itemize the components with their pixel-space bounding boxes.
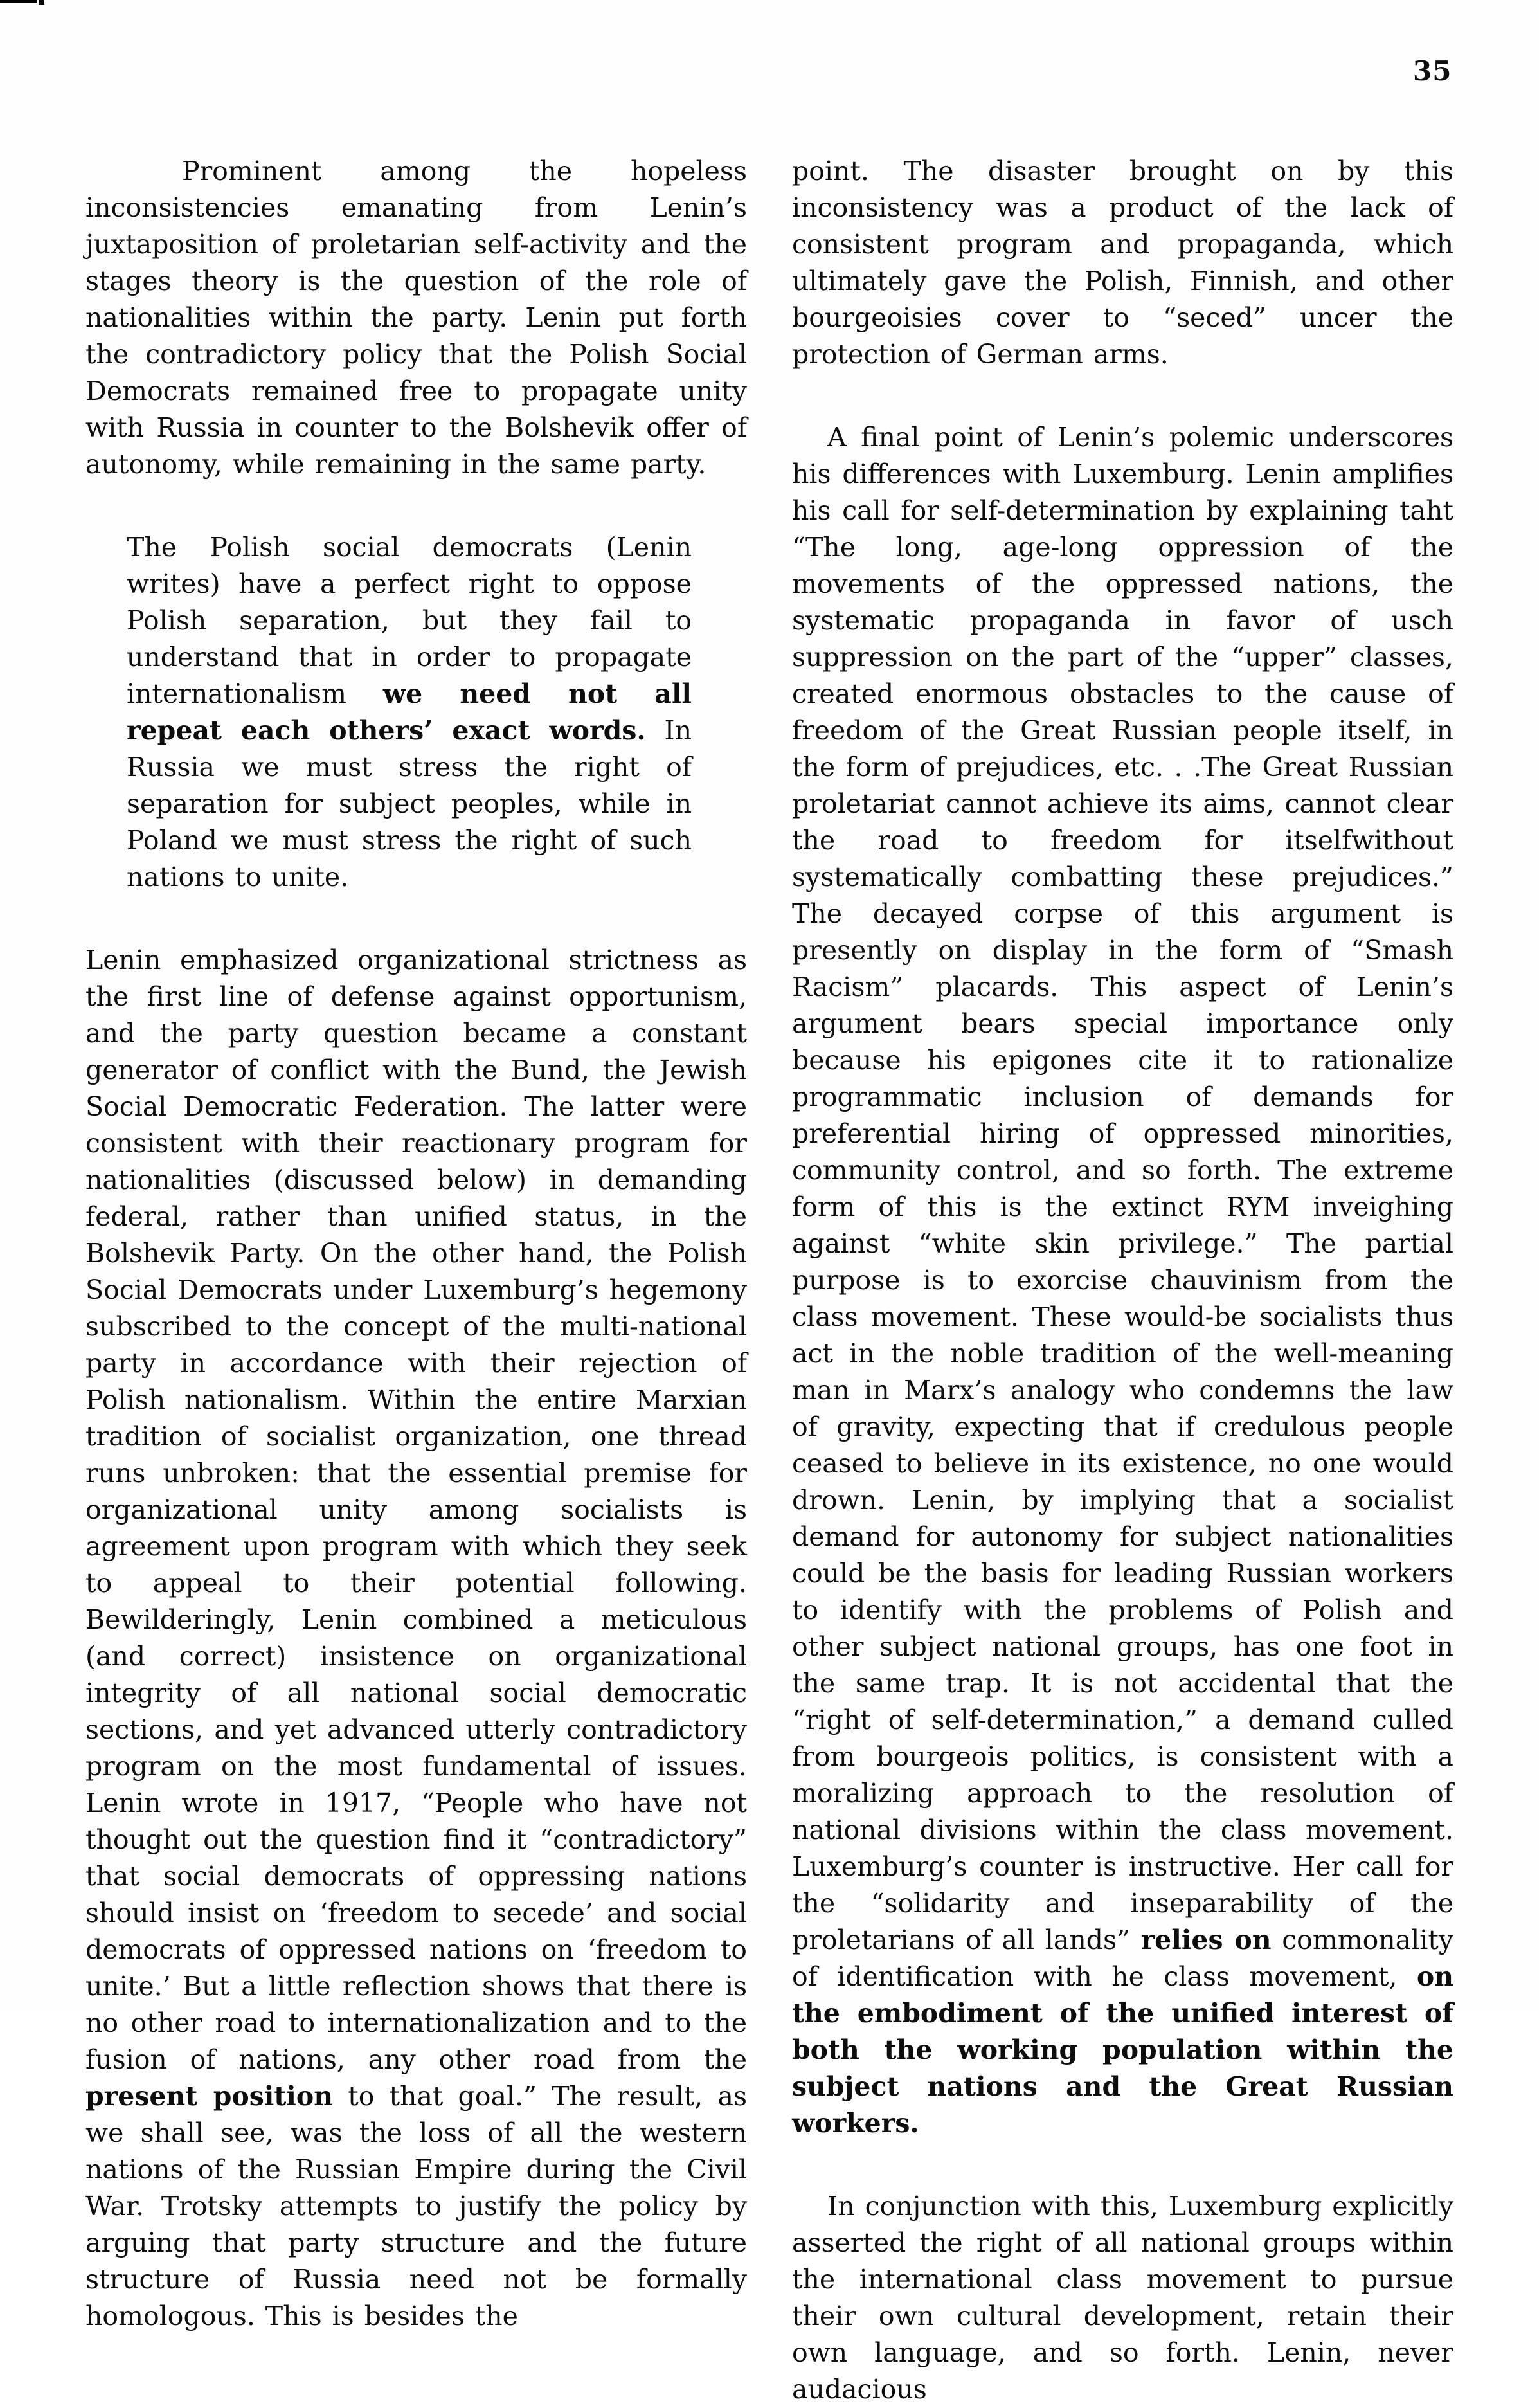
text-segment: In conjunction with this, Luxemburg explicitly asserted the right of all national groups within the international class movement to pursue their own cultural development, retain their own language, and so forth. Lenin, never audacious <box>792 2191 1454 2405</box>
text-segment: on the embodiment of the unified interest of both the working population within the subject nations and the Great Russian workers. <box>792 1961 1454 2139</box>
paragraph <box>792 153 1454 373</box>
page-number: 35 <box>1413 55 1452 87</box>
text-segment: present position <box>86 2081 334 2112</box>
paragraph <box>86 942 747 2335</box>
paragraph <box>792 2188 1454 2408</box>
paragraph <box>792 419 1454 2142</box>
text-segment: relies on <box>1140 1924 1272 1955</box>
text-segment: Prominent among the hopeless inconsistencies emanating from Lenin’s juxtaposition of proletarian self-activity and the stages theory is the question of the role of nationalities within the party. Lenin put forth the contradictory policy that the Polish Social Democrats remained free to propagate unity with Russia in counter to the Bolshevik offer of autonomy, while remaining in the same party. <box>86 156 747 480</box>
scan-artifact-tick <box>39 0 44 5</box>
text-segment: In Russia we must stress the right of separation for subject peoples, while in Poland we must stress the right of such nations to unite. <box>127 715 692 892</box>
right-column <box>792 153 1454 2408</box>
text-segment: point. The disaster brought on by this inconsistency was a product of the lack of consistent program and propaganda, which ultimately gave the Polish, Finnish, and other bourgeoisies cover to “seced” uncer the protection of German arms. <box>792 156 1454 370</box>
text-segment: commonality of identification with he class movement, <box>792 1924 1454 1992</box>
text-columns <box>86 153 1454 2408</box>
left-column <box>86 153 747 2335</box>
text-segment: Lenin emphasized organizational strictness as the first line of defense against opportunism, and the party question became a constant generator of conflict with the Bund, the Jewish Social Democratic Federation. The latter were consistent with their reactionary program for nationalities (discussed below) in demanding federal, rather than unified status, in the Bolshevik Party. On the other hand, the Polish Social Democrats under Luxemburg’s hegemony subscribed to the concept of the multi-national party in accordance with their rejection of Polish nationalism. Within the entire Marxian tradition of socialist organization, one thread runs unbroken: that the essential premise for organizational unity among socialists is agreement upon program with which they seek to appeal to their potential following. Bewilderingly, Lenin combined a meticulous (and correct) insistence on organizational integrity of all national social democratic sections, and yet advanced utterly contradictory program on the most fundamental of issues. Lenin wrote in 1917, “People who have not thought out the question find it “contradictory” that social democrats of oppressing nations should insist on ‘freedom to secede’ and social democrats of oppressed nations on ‘freedom to unite.’ But a little reflection shows that there is no other road to internationalization and to the fusion of nations, any other road from the <box>86 945 747 2075</box>
paragraph <box>86 153 747 483</box>
text-segment: A final point of Lenin’s polemic underscores his differences with Luxemburg. Lenin amplifies his call for self-determination by explaining taht “The long, age-long oppression of the movements of the oppressed nations, the systematic propaganda in favor of usch suppression on the part of the “upper” classes, created enormous obstacles to the cause of freedom of the Great Russian people itself, in the form of prejudices, etc. . .The Great Russian proletariat cannot achieve its aims, cannot clear the road to freedom for itselfwithout systematically combatting these prejudices.” The decayed corpse of this argument is presently on display in the form of “Smash Racism” placards. This aspect of Lenin’s argument bears special importance only because his epigones cite it to rationalize programmatic inclusion of demands for preferential hiring of oppressed minorities, community control, and so forth. The extreme form of this is the extinct RYM inveighing against “white skin privilege.” The partial purpose is to exorcise chauvinism from the class movement. These would-be socialists thus act in the noble tradition of the well-meaning man in Marx’s analogy who condemns the law of gravity, expecting that if credulous people ceased to believe in its existence, no one would drown. Lenin, by implying that a socialist demand for autonomy for subject nationalities could be the basis for leading Russian workers to identify with the problems of Polish and other subject national groups, has one foot in the same trap. It is not accidental that the “right of self-determination,” a demand culled from bourgeois politics, is consistent with a moralizing approach to the resolution of national divisions within the class movement. Luxemburg’s counter is instructive. Her call for the “solidarity and inseparability of the proletarians of all lands” <box>792 422 1454 1955</box>
text-segment: The Polish social democrats (Lenin writes) have a perfect right to oppose Polish separation, but they fail to understand that in order to propagate internationalism <box>127 532 692 709</box>
scan-artifact-bar <box>0 0 37 3</box>
text-segment: we need not all repeat each others’ exact words. <box>127 678 692 746</box>
text-segment: to that goal.” The result, as we shall see, was the loss of all the western nations of the Russian Empire during the Civil War. Trotsky attempts to justify the policy by arguing that party structure and the future structure of Russia need not be formally homologous. This is besides the <box>86 2081 747 2331</box>
block-quote <box>86 529 747 896</box>
